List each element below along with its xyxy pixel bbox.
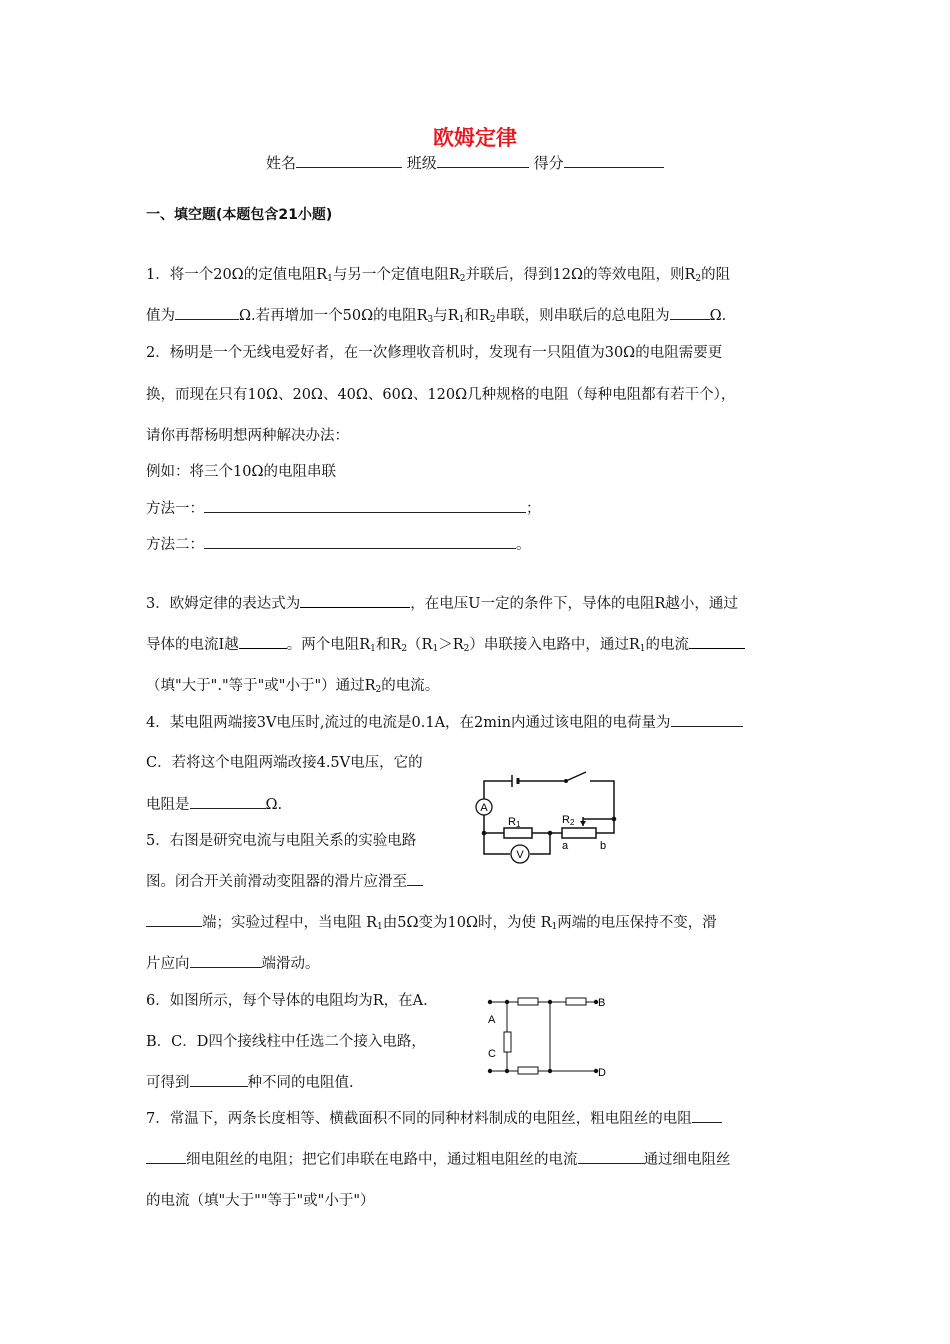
terminal-dot [505,1069,509,1073]
r1-label: R1 [508,816,521,829]
ammeter-label: A [480,802,488,814]
q7-line-2: 细电阻丝的电阻；把它们串联在电路中，通过粗电阻丝的电流 通过细电阻丝 [146,1148,731,1169]
q1-line-2: 值为 Ω.若再增加一个50Ω的电阻$R_3$与$R_1$和$R_2$串联，则串联后的总电阻为 Ω. [146,304,726,325]
q1-blank-1[interactable] [175,305,239,320]
page-title: 欧姆定律 [433,126,517,150]
terminal-dot [548,1069,552,1073]
voltmeter-label: V [516,849,524,861]
q3-blank-2[interactable] [239,634,287,649]
wire [596,819,614,833]
label-b: B [598,997,606,1009]
junction-dot [548,831,553,836]
q1-line-1: 1．将一个20Ω的定值电阻$R_1$与另一个定值电阻$R_2$并联后，得到12Ω的等效电阻，则$R_2$的阻 [146,267,731,284]
wire [484,825,504,833]
q5-line-3: 端；实验过程中，当电阻 $R_1$由5Ω变为10Ω时，为使 $R_1$两端的电压保持不变，滑 [146,911,717,932]
r2-label: R2 [562,814,575,827]
terminal-dot [488,1069,492,1073]
junction-dot [482,831,487,836]
q5-blank-2[interactable] [190,953,262,968]
slider-arrowhead [580,821,586,826]
q1-blank-2[interactable] [670,305,710,320]
q5-line-2: 图。闭合开关前滑动变阻器的滑片应滑至 [146,870,423,891]
q4-line-3: 电阻是 Ω. [146,793,282,814]
q5-line-1: 5．右图是研究电流与电阻关系的实验电路 [146,833,417,849]
resistor [518,1067,538,1074]
q3-line-1: 3．欧姆定律的表达式为 ，在电压U一定的条件下，导体的电阻R越小，通过 [146,592,738,613]
terminal-dot [505,1000,509,1004]
class-blank[interactable] [437,153,529,168]
resistor-network-diagram [478,992,614,1086]
q6-line-3: 可得到 种不同的电阻值. [146,1071,354,1092]
student-info-line [266,152,664,173]
q6-blank[interactable] [190,1072,248,1087]
resistor-r1 [504,828,532,838]
junction-dot [612,817,617,822]
q7-blank-1a[interactable] [692,1108,722,1123]
terminal-dot [548,1000,552,1004]
q5-line-4: 片应向 端滑动。 [146,952,320,973]
q7-line-1: 7．常温下，两条长度相等、横截面积不同的同种材料制成的电阻丝，粗电阻丝的电阻 [146,1107,722,1128]
section-title: 一、填空题(本题包含21小题) [146,207,333,223]
q7-blank-1b[interactable] [146,1149,186,1164]
q3-line-3: （填"大于"."等于"或"小于"）通过$R_2$的电流。 [146,678,440,695]
resistor [518,998,538,1005]
score-label: 得分 [533,154,564,172]
q2-method-1-blank[interactable] [204,498,526,513]
q3-line-2: 导体的电流I越 。两个电阻$R_1$和$R_2(R_1>R_2)$串联接入电路中，通过$R_1$的电流 [146,633,745,654]
q2-line-2: 换，而现在只有10Ω、20Ω、40Ω、60Ω、120Ω几种规格的电阻（每种电阻都有若干个）， [146,387,736,403]
terminal-a-label: a [562,840,569,852]
class-label: 班级 [406,154,437,172]
circuit-diagram [470,765,630,865]
label-a: A [488,1014,496,1026]
q2-example: 例如：将三个10Ω的电阻串联 [146,464,336,480]
q3-blank-3[interactable] [689,634,745,649]
q2-line-3: 请你再帮杨明想两种解决办法： [146,428,349,444]
score-blank[interactable] [564,153,664,168]
q2-line-1: 2．杨明是一个无线电爱好者，在一次修理收音机时，发现有一只阻值为30Ω的电阻需要更 [146,345,723,361]
q7-blank-2[interactable] [578,1149,644,1164]
resistor [566,998,586,1005]
q2-method-2: 方法二： 。 [146,533,531,554]
wire [530,833,550,854]
rheostat-r2 [562,828,596,838]
q7-line-3: 的电流（填"大于""等于"或"小于"） [146,1193,375,1209]
wire [590,781,614,819]
q3-blank-1[interactable] [300,593,410,608]
q2-method-1: 方法一： ； [146,497,541,518]
q4-line-1: 4．某电阻两端接3V电压时,流过的电流是0.1A，在2min内通过该电阻的电荷量为 [146,711,743,732]
label-c: C [488,1048,496,1060]
wire [484,833,510,854]
q6-line-1: 6．如图所示，每个导体的电阻均为R，在A. [146,993,428,1009]
q5-blank-1b[interactable] [146,912,202,927]
terminal-b-label: b [600,840,607,852]
name-label: 姓名 [266,154,297,172]
switch-blade [566,772,586,781]
q5-blank-1a[interactable] [407,871,423,886]
q2-method-2-blank[interactable] [204,534,516,549]
switch-pivot [564,779,568,783]
label-d: D [598,1067,606,1079]
q4-blank-1[interactable] [671,712,743,727]
resistor [504,1032,511,1052]
q4-blank-2[interactable] [190,794,266,809]
terminal-dot [488,1000,492,1004]
q6-line-2: B．C．D四个接线柱中任选二个接入电路， [146,1034,426,1050]
q4-line-2: C．若将这个电阻两端改接4.5V电压，它的 [146,755,423,771]
name-blank[interactable] [296,153,402,168]
